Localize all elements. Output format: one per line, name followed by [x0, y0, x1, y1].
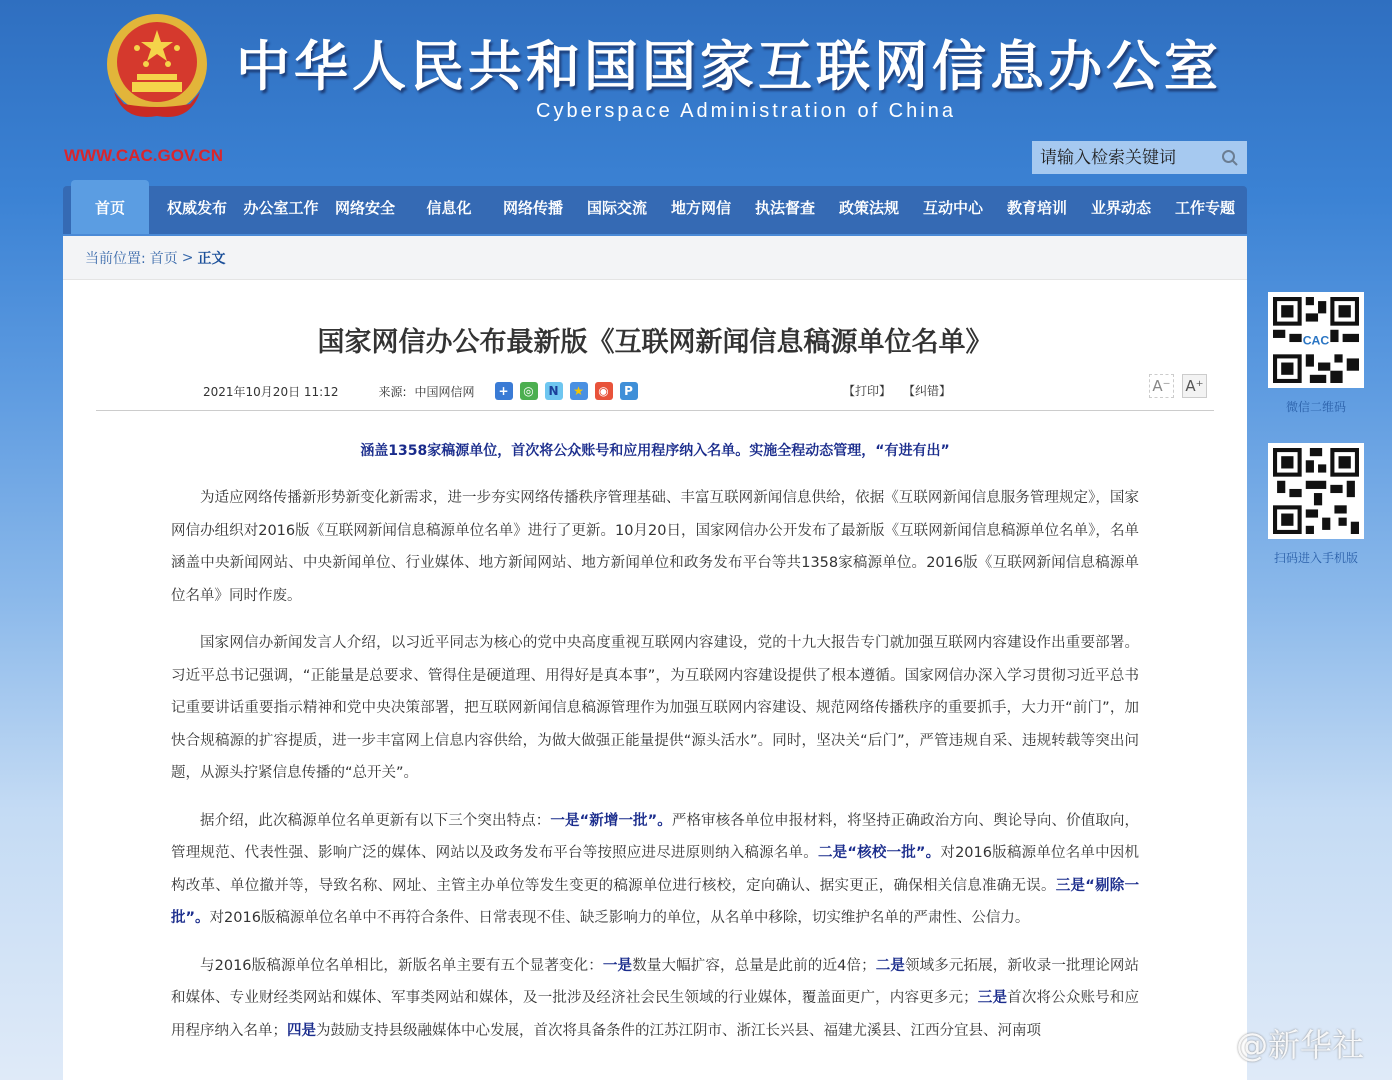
- text: 为鼓励支持县级融媒体中心发展，首次将具备条件的江苏江阴市、浙江长兴县、福建尤溪县、江西分宜县、河南项: [316, 1022, 1041, 1039]
- site-header: [0, 0, 1392, 186]
- paragraph: 为适应网络传播新形势新变化新需求，进一步夯实网络传播秩序管理基础、丰富互联网新闻信息供给，依据《互联网新闻信息服务管理规定》，国家网信办组织对2016版《互联网新闻信息稿源单位名单》进行了更新。10月20日，国家网信办公开发布了最新版《互联网新闻信息稿源单位名单》，名单涵盖中央新闻网站、中央新闻单位、行业媒体、地方新闻网站、地方新闻单位和政务发布平台等共1358家稿源单位。2016版《互联网新闻信息稿源单位名单》同时作废。: [171, 490, 1139, 604]
- text: 与2016版稿源单位名单相比，新版名单主要有五个显著变化：: [200, 957, 603, 974]
- nav-item-policy[interactable]: 政策法规: [838, 199, 899, 217]
- paragraph: [171, 950, 1139, 1048]
- text: 数量大幅扩容，总量是此前的近4倍；: [632, 957, 876, 974]
- wechat-qr-block: [1268, 292, 1364, 415]
- font-decrease-button[interactable]: A⁻: [1149, 374, 1174, 398]
- print-link[interactable]: 【打印】: [843, 384, 892, 398]
- article-container: [63, 280, 1247, 1080]
- article-lead: 涵盖1358家稿源单位，首次将公众账号和应用程序纳入名单。实施全程动态管理，“有进有出”: [360, 443, 950, 459]
- paragraph: 国家网信办新闻发言人介绍，以习近平同志为核心的党中央高度重视互联网内容建设，党的十九大报告专门就加强互联网内容建设作出重要部署。习近平总书记强调，“正能量是总要求、管得住是硬道理、用得好是真本事”，为互联网内容建设提供了根本遵循。国家网信办深入学习贯彻习近平总书记重要讲话重要指示精神和党中央决策部署，把互联网新闻信息稿源管理作为加强互联网内容建设、规范网络传播秩序的重要抓手，大力开“前门”，加快合规稿源的扩容提质，进一步丰富网上信息内容供给，为做大做强正能量提供“源头活水”。同时，坚决关“后门”，严管违规自采、违规转载等突出问题，从源头拧紧信息传播的“总开关”。: [171, 635, 1139, 781]
- mobile-qr-label: 扫码进入手机版: [1273, 551, 1358, 565]
- highlight: 一是: [602, 957, 633, 974]
- highlight: 三是“剔除一批”。: [171, 877, 1140, 926]
- correct-link[interactable]: 【纠错】: [903, 384, 952, 398]
- breadcrumb-current: 正文: [197, 250, 226, 267]
- text: 据介绍，此次稿源单位名单更新有以下三个突出特点：: [200, 812, 551, 829]
- nav-item-authoritative[interactable]: 权威发布: [166, 199, 227, 217]
- article-title: 国家网信办公布最新版《互联网新闻信息稿源单位名单》: [317, 327, 993, 358]
- text: 首次将公众账号和应用程序纳入名单；: [171, 990, 1140, 1039]
- site-subtitle: Cyberspace Administration of China: [536, 100, 956, 122]
- add-share-icon[interactable]: +: [495, 382, 513, 400]
- nav-item-office-work[interactable]: 办公室工作: [243, 199, 319, 217]
- highlight: 四是: [287, 1022, 316, 1039]
- mobile-qr-block: [1268, 443, 1364, 566]
- font-size-controls: [1149, 374, 1207, 398]
- svg-text:CAC: CAC: [1302, 333, 1330, 348]
- nav-item-education[interactable]: 教育培训: [1006, 199, 1067, 217]
- highlight: 三是: [977, 990, 1008, 1006]
- national-emblem-icon: [104, 12, 210, 124]
- site-title: 中华人民共和国国家互联网信息办公室: [236, 35, 1222, 98]
- main-nav: [63, 186, 1247, 236]
- wechat-qr-label: 微信二维码: [1285, 400, 1346, 414]
- nav-item-interaction[interactable]: 互动中心: [922, 199, 983, 217]
- breadcrumb-label: 当前位置:: [85, 250, 146, 267]
- meta-divider: [96, 410, 1214, 411]
- text: 对2016版稿源单位名单中因机构改革、单位撤并等，导致名称、网址、主管主办单位等发生变更的稿源单位进行核校，定向确认、据实更正，确保相关信息准确无误。: [171, 845, 1140, 894]
- search-input[interactable]: [1040, 148, 1210, 168]
- text: 领域多元拓展，新收录一批理论网站和媒体、专业财经类网站和媒体、军事类网站和媒体，及一批涉及经济社会民生领域的行业媒体，覆盖面更广，内容更多元；: [171, 957, 1140, 1006]
- qr-sidebar: [1268, 292, 1364, 594]
- wechat-icon[interactable]: ◎: [520, 382, 538, 400]
- nav-item-local[interactable]: 地方网信: [670, 199, 731, 217]
- nav-item-home[interactable]: 首页: [71, 180, 149, 234]
- nav-item-industry[interactable]: 业界动态: [1090, 199, 1151, 217]
- weibo-icon[interactable]: ◉: [595, 382, 613, 400]
- nav-item-topics[interactable]: 工作专题: [1174, 199, 1235, 217]
- font-increase-button[interactable]: A⁺: [1182, 374, 1207, 398]
- nav-item-cybersecurity[interactable]: 网络安全: [334, 199, 395, 217]
- breadcrumb: [63, 236, 1247, 280]
- search-box: [1032, 141, 1247, 174]
- nav-item-informatization[interactable]: 信息化: [426, 199, 472, 217]
- highlight: 二是“核校一批”。: [817, 845, 941, 861]
- text: 对2016版稿源单位名单中不再符合条件、日常表现不佳、缺乏影响力的单位，从名单中移除，切实维护名单的严肃性、公信力。: [209, 910, 1030, 926]
- watermark: [1180, 1020, 1364, 1066]
- source-name: 中国网信网: [414, 384, 475, 399]
- share-bar: [495, 382, 638, 400]
- highlight: 二是: [875, 957, 905, 974]
- breadcrumb-separator: >: [181, 249, 194, 266]
- other-share-icon[interactable]: P: [620, 382, 638, 400]
- text: 严格审核各单位申报材料，将坚持正确政治方向、舆论导向、价值取向，管理规范、代表性强、影响广泛的媒体、网站以及政务发布平台等按照应进尽进原则纳入稿源名单。: [171, 812, 1140, 861]
- paragraph: [171, 805, 1139, 935]
- qzone-icon[interactable]: ★: [570, 382, 588, 400]
- source-label: 来源:: [378, 384, 407, 399]
- weibo-logo-icon: [1180, 1023, 1236, 1063]
- breadcrumb-home[interactable]: 首页: [149, 250, 178, 267]
- nav-item-international[interactable]: 国际交流: [586, 199, 647, 217]
- search-icon[interactable]: [1221, 149, 1239, 167]
- publish-date: 2021年10月20日 11:12: [203, 384, 339, 399]
- site-url[interactable]: WWW.CAC.GOV.CN: [64, 146, 223, 165]
- article-body: [171, 482, 1139, 1062]
- nav-item-enforcement[interactable]: 执法督查: [754, 199, 815, 217]
- article-meta: [203, 382, 638, 400]
- netease-icon[interactable]: N: [545, 382, 563, 400]
- mobile-qr-code-icon[interactable]: [1268, 443, 1364, 539]
- article-tools: [843, 382, 951, 399]
- nav-item-communication[interactable]: 网络传播: [502, 199, 563, 217]
- watermark-text: @新华社: [1236, 1026, 1365, 1064]
- highlight: 一是“新增一批”。: [550, 812, 672, 829]
- wechat-qr-code-icon[interactable]: [1268, 292, 1364, 388]
